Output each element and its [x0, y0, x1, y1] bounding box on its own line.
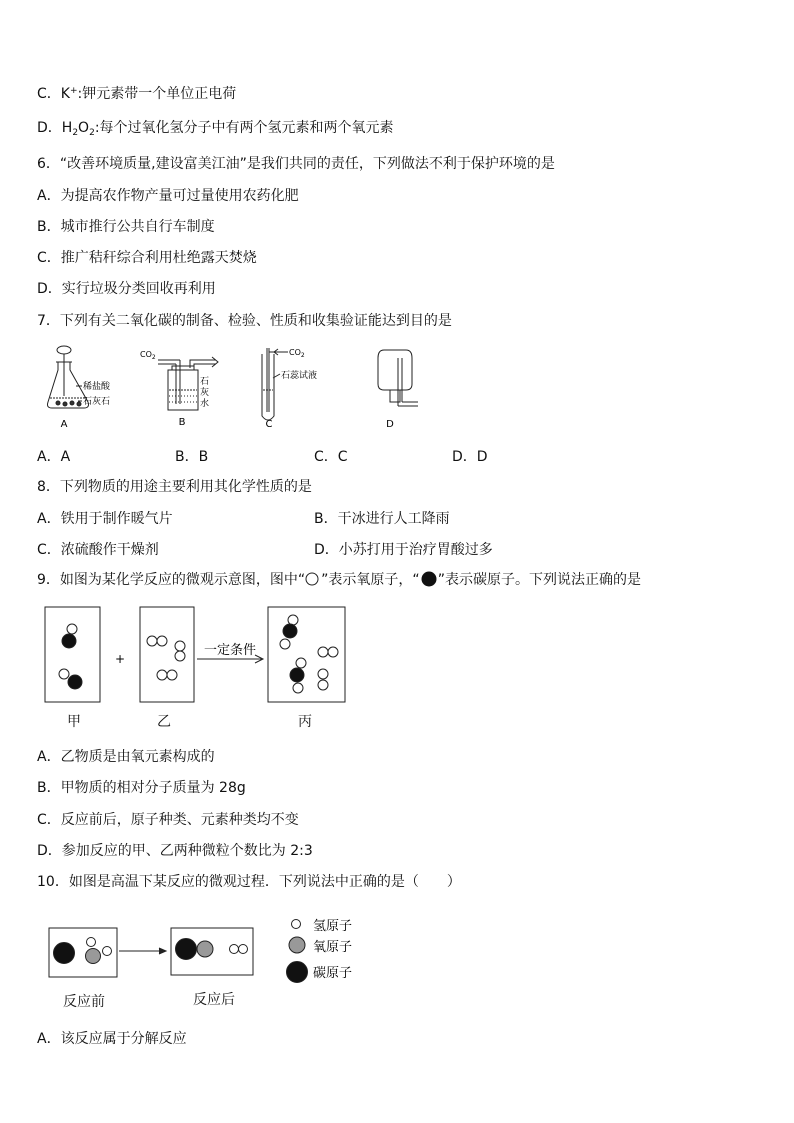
- carbon-atom-icon: [287, 962, 308, 983]
- b-side-label-1: 石: [200, 377, 210, 387]
- fig-letter-b: B: [178, 417, 186, 428]
- b-co2-label: $CO_2$: [140, 350, 156, 361]
- q7-option-b: B．B: [175, 449, 209, 465]
- q10-option-a: A．该反应属于分解反应: [37, 1031, 187, 1047]
- q7-stem: 7．下列有关二氧化碳的制备、检验、性质和收集验证能达到目的是: [37, 313, 452, 329]
- reaction-condition: 一定条件: [203, 643, 257, 658]
- after-molecules: [176, 939, 248, 960]
- label-bing: 丙: [298, 714, 312, 730]
- label-after: 反应后: [193, 992, 235, 1008]
- legend-oxygen: 氧原子: [313, 940, 353, 955]
- q8-option-a: A．铁用于制作暖气片: [37, 511, 173, 527]
- q9-option-a: A．乙物质是由氧元素构成的: [37, 749, 215, 765]
- c-litmus-label: 石蕊试液: [281, 371, 318, 381]
- label-before: 反应前: [63, 994, 105, 1010]
- q10-legend: [287, 920, 308, 983]
- q9-option-c: C．反应前后，原子种类、元素种类均不变: [37, 812, 299, 828]
- q7-apparatus-figure: [40, 340, 420, 435]
- q6-option-a: A．为提高农作物产量可过量使用农药化肥: [37, 188, 299, 204]
- q6-option-d: D．实行垃圾分类回收再利用: [37, 281, 216, 297]
- q7-option-c: C．C: [314, 449, 348, 465]
- oxygen-atom-icon: [289, 937, 305, 953]
- fig-letter-c: C: [265, 419, 273, 430]
- b-side-label-2: 灰: [200, 388, 210, 398]
- plus-sign: +: [114, 652, 126, 666]
- hydrogen-atom-icon: [292, 920, 301, 929]
- q9-stem: 9．如图为某化学反应的微观示意图，图中“ ”表示氧原子，“ ”表示碳原子。下列说法正确的是: [37, 572, 641, 588]
- q6-option-c: C．推广秸秆综合利用杜绝露天焚烧: [37, 250, 257, 266]
- q6-option-b: B．城市推行公共自行车制度: [37, 219, 215, 235]
- q7-option-d: D．D: [452, 449, 488, 465]
- yi-molecules: [147, 636, 185, 680]
- c-co2-label: $CO_2$: [289, 348, 305, 359]
- carbon-atom-icon: [420, 571, 438, 587]
- q10-reaction-figure: [45, 914, 365, 986]
- q5-option-c: C．K+:钾元素带一个单位正电荷: [37, 86, 237, 102]
- fig-letter-d: D: [386, 419, 394, 430]
- label-jia: 甲: [67, 714, 81, 730]
- fig-letter-a: A: [60, 419, 68, 430]
- q9-option-d: D．参加反应的甲、乙两种微粒个数比为 2:3: [37, 843, 313, 859]
- q7-option-a: A．A: [37, 449, 71, 465]
- q8-option-b: B．干冰进行人工降雨: [314, 511, 450, 527]
- legend-hydrogen: 氢原子: [313, 919, 353, 934]
- legend-carbon: 碳原子: [313, 966, 353, 981]
- q9-option-b: B．甲物质的相对分子质量为 28g: [37, 780, 246, 796]
- q6-stem: 6．“改善环境质量,建设富美江油”是我们共同的责任，下列做法不利于保护环境的是: [37, 156, 555, 172]
- apparatus-d: [378, 350, 418, 406]
- before-molecules: [54, 938, 112, 964]
- oxygen-atom-icon: [305, 572, 321, 586]
- label-yi: 乙: [157, 714, 171, 730]
- q5-option-d: D．$H_2O_2$:每个过氧化氢分子中有两个氢元素和两个氧元素: [37, 120, 394, 138]
- q10-stem: 10．如图是高温下某反应的微观过程．下列说法中正确的是（ ）: [37, 874, 461, 890]
- q8-stem: 8．下列物质的用途主要利用其化学性质的是: [37, 479, 312, 495]
- apparatus-c: [262, 348, 288, 420]
- label-dilute-acid: 稀盐酸: [83, 382, 111, 392]
- q8-option-c: C．浓硫酸作干燥剂: [37, 542, 159, 558]
- q9-reaction-figure: [40, 604, 350, 704]
- b-side-label-3: 水: [200, 399, 210, 409]
- box-yi: [140, 607, 194, 702]
- q8-option-d: D．小苏打用于治疗胃酸过多: [314, 542, 493, 558]
- bing-molecules: [280, 615, 338, 693]
- label-limestone: 石灰石: [83, 397, 111, 407]
- jia-molecules: [59, 624, 82, 689]
